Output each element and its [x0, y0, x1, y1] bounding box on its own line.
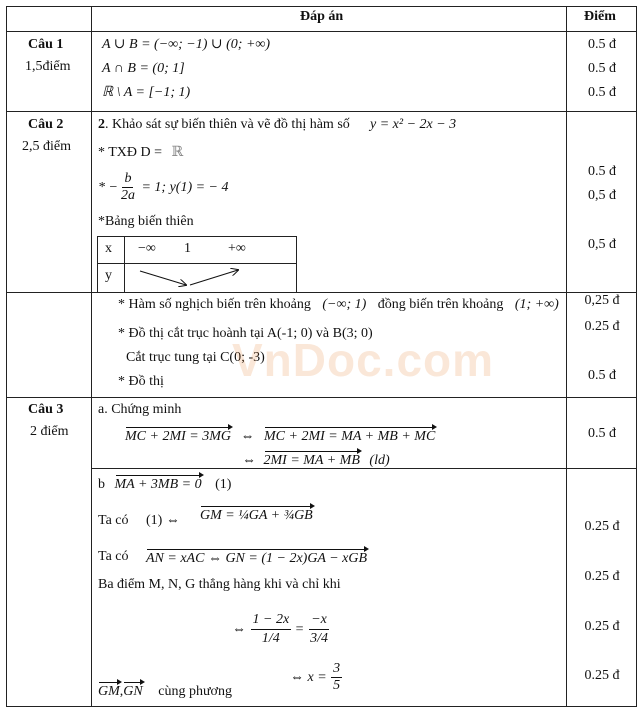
q2-vertex [98, 168, 229, 208]
q2-graph: * Đồ thị [118, 374, 164, 389]
q1-score-1: 0.5 đ [588, 37, 616, 52]
q3-an-eq: AN = xAC ⇔ GN = (1 − 2x)GA − xGB [146, 548, 367, 568]
q2-frac-numerator: b [124, 171, 132, 187]
table-row-divider [6, 111, 637, 112]
q3-a-eq1-right: MC + 2MI = MA + MB + MC [264, 426, 435, 446]
variation-arrows [124, 264, 296, 292]
q2-function: y = x² − 2x − 3 [370, 117, 457, 132]
q3-taco-1: Ta có [98, 513, 129, 528]
q2-heading [98, 116, 350, 134]
q3-part-b [98, 474, 231, 494]
variation-table [97, 236, 297, 293]
q3-score-1: 0.5 đ [588, 426, 616, 441]
q3-condition-iff: ⇔ [232, 622, 246, 637]
q3-cond-denominator: 1/4 [261, 631, 280, 647]
table-col-divider [566, 6, 567, 707]
q3-result: ⇔ x = $\frac{3}{5}$ [290, 661, 341, 694]
vndoc-watermark-logo: VnDoc.com [232, 334, 495, 386]
q3-cond-rhs-numerator: −x [309, 611, 329, 630]
table-border-bottom [6, 706, 637, 707]
q2-monotonic [118, 296, 559, 314]
q3-taco-2: Ta có [98, 549, 129, 564]
q3-cond-rhs-denominator: 3/4 [310, 631, 328, 647]
q1-points: 1,5điểm [25, 59, 71, 74]
q3-title: Câu 3 [28, 402, 64, 417]
q3-gm-vector: GM [98, 681, 120, 701]
q1-score-3: 0.5 đ [588, 85, 616, 100]
q2-table-title: *Bảng biến thiên [98, 214, 194, 229]
variation-y-label: y [105, 268, 112, 283]
q1-title: Câu 1 [28, 37, 64, 52]
q3-result-iff: ⇔ [290, 670, 304, 685]
q3-gm-eq: GM = ¼GA + ¾GB [200, 505, 313, 525]
q3-a-iff: ⇔ [240, 429, 255, 444]
q3-points: 2 điểm [30, 424, 69, 439]
q2-domain [98, 144, 183, 162]
q2b-score-2: 0.25 đ [584, 319, 620, 334]
q2-vertex-rest: = 1; y(1) = − 4 [137, 180, 229, 195]
q3-collinear: Ba điểm M, N, G thẳng hàng khi và chỉ khi [98, 577, 341, 592]
q3-same-direction: GM,GN cùng phương [98, 681, 232, 701]
q2b-score-3: 0.5 đ [588, 368, 616, 383]
q2-heading-text: . Khảo sát sự biến thiên và vẽ đồ thị hàm số [105, 117, 350, 132]
table-col-divider [91, 6, 92, 707]
table-row-divider [6, 31, 637, 32]
q2-frac-denominator: 2a [120, 188, 135, 204]
q3-condition: ⇔ $\frac{1 - 2x}{1/4}$ = $\frac{-x}{3/4}$ [232, 612, 328, 647]
header-score: Điểm [584, 9, 616, 24]
q2-monotonic-increasing: đồng biến trên khoảng [377, 297, 504, 312]
q3-a-iff-2: ⇔ [242, 453, 256, 468]
q3-result-denominator: 5 [333, 678, 341, 694]
q2-score-2: 0,5 đ [588, 188, 616, 203]
q2-score-1: 0.5 đ [588, 164, 616, 179]
q2-score-3: 0,5 đ [588, 237, 616, 252]
q3-a-equation-2 [242, 450, 390, 470]
table-border-left [6, 6, 7, 707]
table-border-right [636, 6, 637, 707]
q2-domain-label: * TXĐ D = [98, 145, 166, 160]
q2-interval-increasing: (1; +∞) [514, 297, 559, 312]
q3-b-equation: MA + 3MB = 0 [115, 474, 202, 494]
q1-union: A ∪ B = (−∞; −1) ∪ (0; +∞) [102, 37, 271, 52]
q3-a-eq1-left: MC + 2MI = 3MG [125, 426, 231, 446]
q3-score-5: 0.25 đ [584, 668, 620, 683]
q1-intersection: A ∩ B = (0; 1] [102, 61, 185, 76]
q2-x-intercepts: * Đồ thị cắt trục hoành tại A(-1; 0) và B(3; 0) [118, 326, 373, 341]
table-border-top [6, 6, 637, 7]
q2-domain-set: ℝ [171, 145, 184, 160]
arrow-decreasing [140, 271, 186, 285]
variation-x-one: 1 [184, 241, 191, 256]
q3-a-ld: (ld) [369, 453, 390, 468]
q1-difference: ℝ \ A = [−1; 1) [102, 85, 191, 100]
q3-gn-vector: GN [123, 681, 142, 701]
q3-b-tag: (1) [215, 477, 232, 492]
q2b-score-1: 0,25 đ [584, 293, 620, 308]
q3-gm-equation [200, 505, 313, 525]
header-answer: Đáp án [300, 9, 344, 24]
variation-x-pos-inf: +∞ [228, 241, 246, 256]
table-row-divider [6, 397, 637, 398]
q3-taco-1-tag: (1) ⇔ [146, 513, 180, 528]
q3-result-numerator: 3 [333, 661, 341, 677]
q1-score-2: 0.5 đ [588, 61, 616, 76]
q2-monotonic-decreasing: * Hàm số nghịch biến trên khoảng [118, 297, 311, 312]
q3-score-2: 0.25 đ [584, 519, 620, 534]
q3-score-4: 0.25 đ [584, 619, 620, 634]
q3-part-b-label: b [98, 477, 105, 492]
q2-points: 2,5 điểm [22, 139, 71, 154]
q3-cond-numerator: 1 − 2x [251, 611, 292, 630]
q3-score-3: 0.25 đ [584, 569, 620, 584]
arrow-increasing [190, 270, 238, 285]
q3-a-equation-1 [125, 426, 435, 446]
q2-interval-decreasing: (−∞; 1) [322, 297, 367, 312]
q2-title: Câu 2 [28, 117, 64, 132]
q3-part-a: a. Chứng minh [98, 402, 182, 417]
q3-an-equation [146, 548, 367, 568]
q3-a-eq2: 2MI = MA + MB [264, 450, 360, 470]
variation-x-neg-inf: −∞ [138, 241, 156, 256]
q2-y-intercept: Cắt trục tung tại C(0; -3) [126, 350, 265, 365]
q3-cungphuong: cùng phương [158, 684, 232, 699]
variation-x-label: x [105, 241, 112, 256]
q2-heading-number: 2 [98, 117, 105, 132]
q2-vertex-prefix: * − [98, 180, 118, 195]
